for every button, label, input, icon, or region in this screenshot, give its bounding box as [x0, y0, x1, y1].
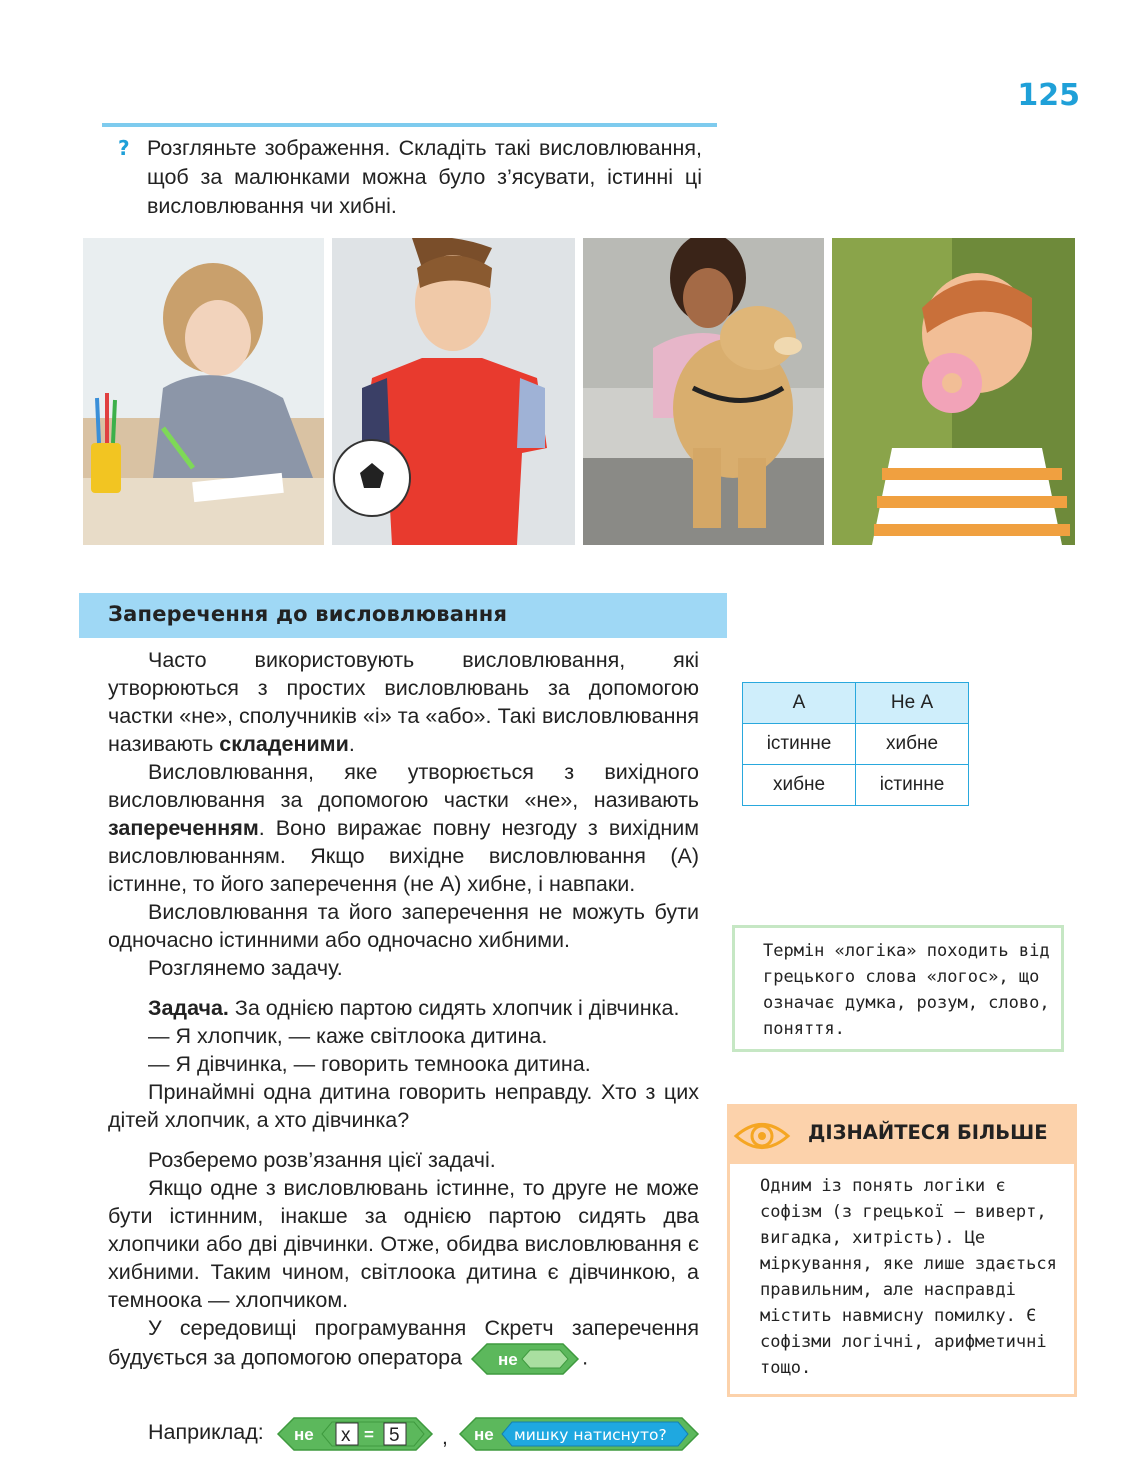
table-cell: хибне — [743, 765, 856, 806]
girl-drawing-photo — [83, 238, 324, 545]
truth-table — [742, 682, 969, 806]
bold-term: складеними — [219, 732, 349, 756]
example-line — [148, 1416, 708, 1452]
text: . Воно виражає повну незгоду з вихідним висловлюванням. Якщо вихідне висловлювання (А) істинне, то його заперечення (не А) хибне, і навпаки. — [108, 816, 699, 896]
scratch-equals: = — [364, 1425, 374, 1444]
girl-with-dog-photo — [583, 238, 824, 545]
scratch-not-label: не — [498, 1350, 518, 1369]
main-text — [108, 646, 699, 1376]
learn-more-box — [727, 1104, 1077, 1397]
top-divider — [102, 123, 717, 127]
paragraph: Розглянемо задачу. — [148, 956, 343, 980]
scratch-value-5: 5 — [389, 1425, 400, 1446]
example-label: Наприклад: — [148, 1420, 264, 1444]
scratch-mouse-label: мишку натиснуто? — [514, 1426, 667, 1444]
learn-more-header — [730, 1107, 1074, 1164]
scratch-not-mouse-block — [458, 1416, 702, 1452]
table-header-cell: А — [743, 683, 856, 724]
question-block — [107, 134, 702, 221]
text: За однією партою сидять хлопчик і дівчинка. — [228, 996, 680, 1020]
table-row — [743, 765, 969, 806]
table-cell: хибне — [856, 724, 969, 765]
paragraph — [108, 758, 699, 898]
task-paragraph — [108, 994, 699, 1022]
section-title: Заперечення до висловлювання — [108, 602, 508, 626]
note-box — [732, 925, 1064, 1052]
table-row — [743, 724, 969, 765]
text: . — [348, 732, 355, 756]
page-number: 125 — [1017, 78, 1080, 113]
question-mark-icon: ? — [118, 136, 130, 160]
paragraph — [108, 646, 699, 758]
learn-more-text: Одним із понять логіки є софізм (з грецької — виверт, вигадка, хитрість). Це міркування, яке лише здається правильним, але насправді містить навмисну помилку. Є софізми логічні, арифметичні тощо. — [760, 1176, 1057, 1378]
scratch-not-label: не — [294, 1425, 314, 1444]
note-text: Термін «логіка» походить від грецького слова «логос», що означає думка, розум, слово, поняття. — [763, 941, 1050, 1039]
table-cell: істинне — [743, 724, 856, 765]
learn-more-title: ДІЗНАЙТЕСЯ БІЛЬШЕ — [808, 1121, 1048, 1144]
table-header-cell: Не А — [856, 683, 969, 724]
text: . — [582, 1345, 589, 1370]
eye-icon — [732, 1113, 792, 1164]
section-header — [79, 593, 727, 638]
paragraph: Принаймні одна дитина говорить неправду. Хто з цих дітей хлопчик, а хто дівчинка? — [108, 1080, 699, 1132]
paragraph: Якщо одне з висловлювань істинне, то друге не може бути істинним, інакше за однією партою сидять два хлопчики або дві дівчинки. Отже, обидва висловлювання є хибними. Таким чином, світлоока дитина є дівчинкою, а темноока — хлопчиком. — [108, 1176, 699, 1312]
table-header-row — [743, 683, 969, 724]
text: Часто використовують висловлювання, які утворюються з простих висловлювань за допомогою частки «не», сполучників «і» та «або». Такі висловлювання називають — [108, 648, 699, 756]
bold-term: запереченням — [108, 816, 259, 840]
task-label: Задача. — [148, 996, 229, 1020]
table-cell: істинне — [856, 765, 969, 806]
boy-eating-donut-photo — [832, 238, 1075, 545]
scratch-not-x-equals-5-block — [278, 1418, 432, 1450]
dialogue-line: — Я дівчинка, — говорить темноока дитина. — [148, 1052, 591, 1076]
paragraph: Розберемо розв’язання цієї задачі. — [148, 1148, 496, 1172]
paragraph — [108, 1314, 699, 1376]
scratch-not-label: не — [474, 1425, 494, 1444]
text: Висловлювання, яке утворюється з вихідного висловлювання за допомогою частки «не», називають — [108, 760, 699, 812]
scratch-var-x: x — [341, 1425, 351, 1446]
text: У середовищі програмування Скретч заперечення будується за допомогою оператора — [108, 1316, 699, 1370]
boy-with-ball-photo — [332, 238, 575, 545]
example-comma: , — [442, 1426, 448, 1449]
dialogue-line: — Я хлопчик, — каже світлоока дитина. — [148, 1024, 548, 1048]
paragraph: Висловлювання та його заперечення не можуть бути одночасно істинними або одночасно хибними. — [108, 900, 699, 952]
scratch-not-block — [470, 1342, 580, 1376]
question-text: Розгляньте зображення. Складіть такі висловлювання, щоб за малюнками можна було з’ясувати, істинні ці висловлювання чи хибні. — [147, 136, 702, 218]
